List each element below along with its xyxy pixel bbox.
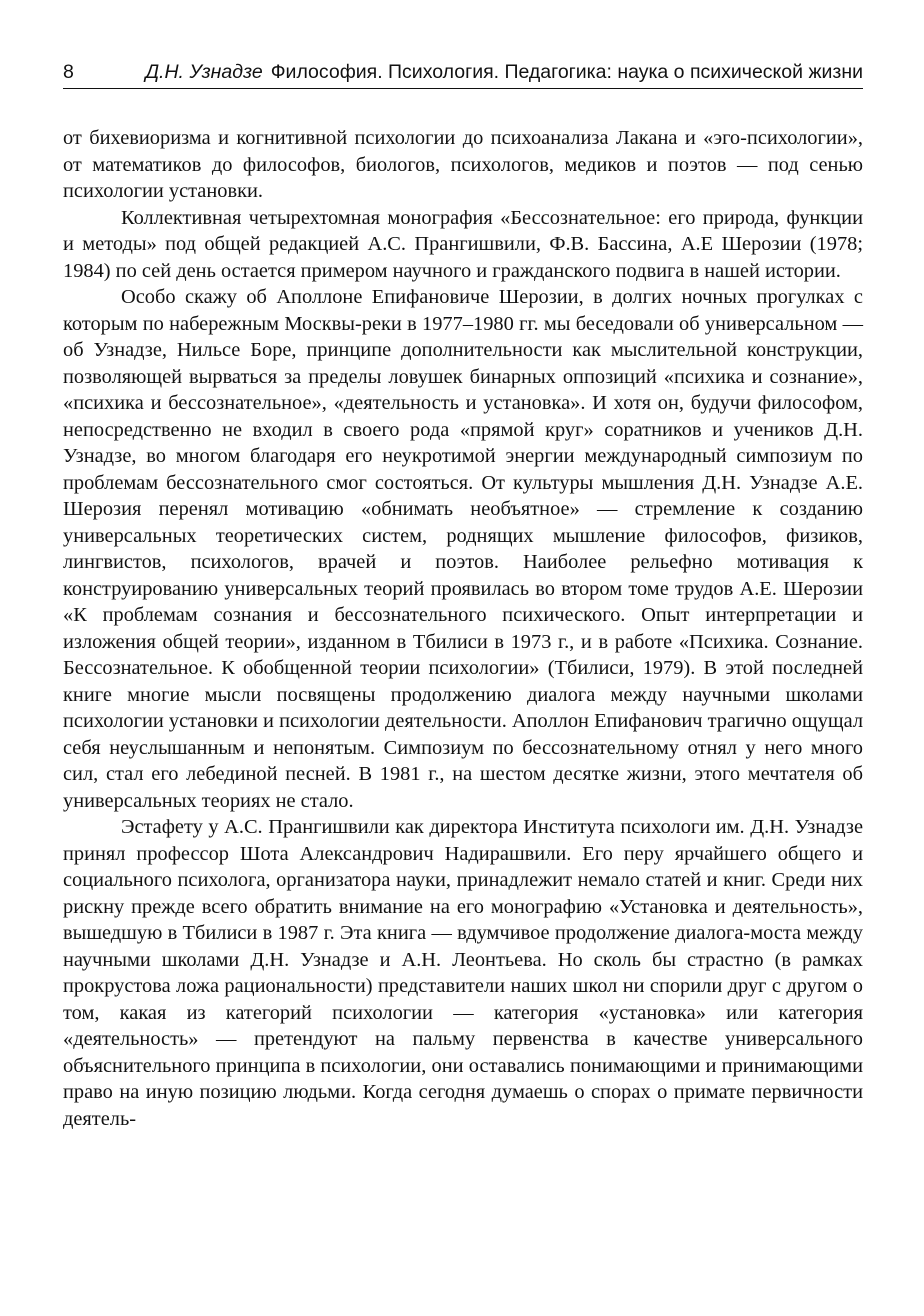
running-head-title: Философия. Психология. Педагогика: наука о психической жизни bbox=[270, 61, 863, 83]
paragraph-nadirashvili: Эстафету у А.С. Прангишвили как директора Института психологи им. Д.Н. Узнадзе принял профессор Шота Александрович Надирашвили. Его перу ярчайшего общего и социального психолога, организатора науки, принадлежит немало статей и книг. Среди них рискну прежде всего обратить внимание на его монографию «Установка и деятельность», вышедшую в Тбилиси в 1987 г. Эта книга — вдумчивое продолжение диалога-моста между научными школами Д.Н. Узнадзе и А.Н. Леонтьева. Но сколь бы страстно (в рамках прокрустова ложа рациональности) представители наших школ ни спорили друг с другом о том, какая из категорий психологии — категория «установка» или категория «деятельность» — претендуют на пальму первенства в качестве универсального объяснительного принципа в психологии, они оставались понимающими и принимающими право на иную позицию людьми. Когда сегодня думаешь о спорах о примате первичности деятель- bbox=[63, 816, 863, 1130]
paragraph-monograph: Коллективная четырехтомная монография «Бессознательное: его природа, функции и методы» под общей редакцией А.С. Прангишвили, Ф.В. Бассина, А.Е Шерозии (1978; 1984) по сей день остается примером научного и гражданского подвига в нашей истории. bbox=[63, 206, 863, 282]
running-head bbox=[63, 56, 863, 89]
running-head-author: Д.Н. Узнадзе bbox=[145, 61, 263, 83]
book-page bbox=[63, 56, 863, 1132]
body-text bbox=[63, 125, 863, 1132]
paragraph-sherozia: Особо скажу об Аполлоне Епифановиче Шерозии, в долгих ночных прогулках с которым по набережным Москвы-реки в 1977–1980 гг. мы беседовали об универсальном — об Узнадзе, Нильсе Боре, принципе дополнительности как мыслительной конструкции, позволяющей вырваться за пределы ловушек бинарных оппозиций «психика и сознание», «психика и бессознательное», «деятельность и установка». И хотя он, будучи философом, непосредственно не входил в своего рода «прямой круг» соратников и учеников Д.Н. Узнадзе, во многом благодаря его неукротимой энергии международный симпозиум по проблемам бессознательного смог состояться. От культуры мышления Д.Н. Узнадзе А.Е. Шерозия перенял мотивацию «обнимать необъятное» — стремление к созданию универсальных теоретических систем, роднящих мышление философов, физиков, лингвистов, психологов, врачей и поэтов. Наиболее рельефно мотивация к конструированию универсальных теорий проявилась во втором томе трудов А.Е. Шерозии «К проблемам сознания и бессознательного психического. Опыт интерпретации и изложения общей теории», изданном в Тбилиси в 1973 г., и в работе «Психика. Сознание. Бессознательное. К обобщенной теории психологии» (Тбилиси, 1979). В этой последней книге многие мысли посвящены продолжению диалога между научными школами психологии установки и психологии деятельности. Аполлон Епифанович трагично ощущал себя неуслышанным и непонятым. Симпозиум по бессознательному отнял у него много сил, стал его лебединой песней. В 1981 г., на шестом десятке жизни, этого мечтателя об универсальных теориях не стало. bbox=[63, 286, 863, 812]
page-number: 8 bbox=[63, 61, 74, 83]
paragraph-continuation: от бихевиоризма и когнитивной психологии до психоанализа Лакана и «эго-психологии», от математиков до философов, биологов, психологов, медиков и поэтов — под сенью психологии установки. bbox=[63, 127, 863, 202]
running-head-text bbox=[145, 56, 863, 88]
